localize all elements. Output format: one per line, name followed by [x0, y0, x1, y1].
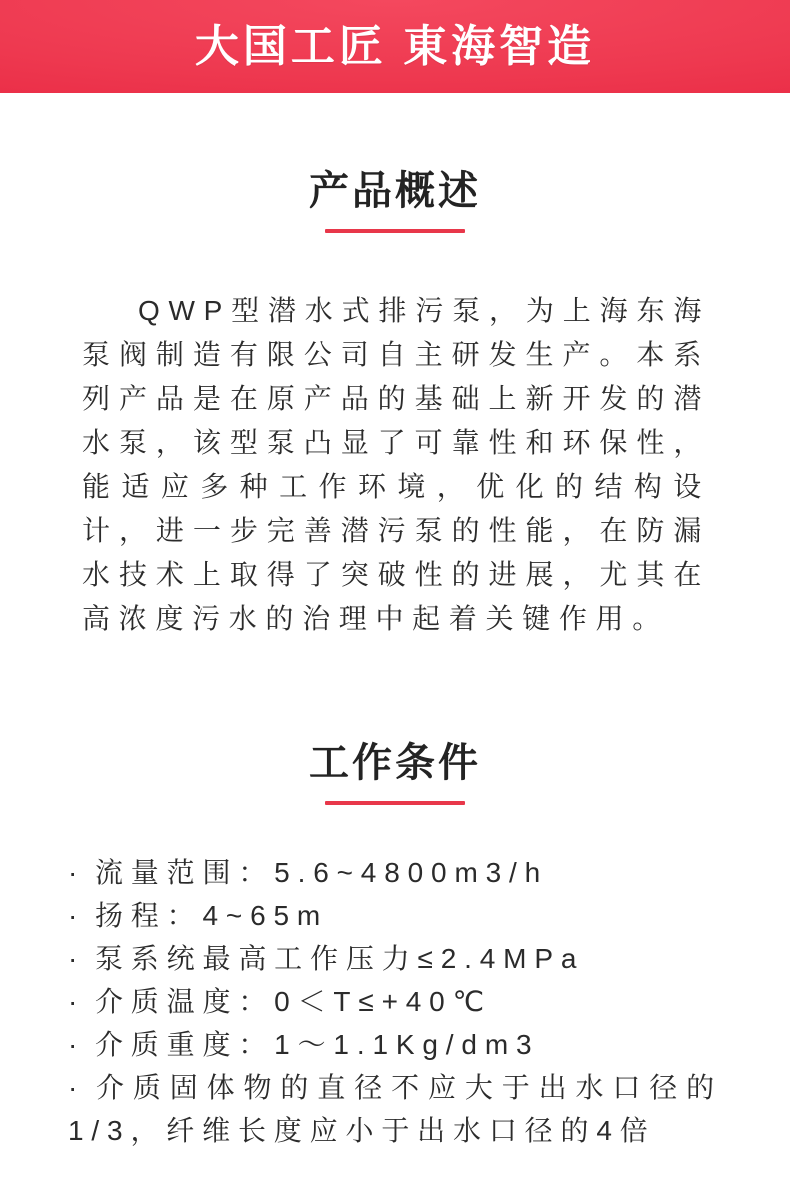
conditions-title-underline [325, 801, 465, 805]
overview-paragraph: QWP型潜水式排污泵，为上海东海泵阀制造有限公司自主研发生产。本系列产品是在原产品的基础上新开发的潜水泵，该型泵凸显了可靠性和环保性，能适应多种工作环境，优化的结构设计，进一步完善潜污泵的性能，在防漏水技术上取得了突破性的进展，尤其在高浓度污水的治理中起着关键作用。 [82, 295, 710, 634]
condition-item [68, 980, 722, 1023]
condition-text: 介质固体物的直径不应大于出水口径的1/3，纤维长度应小于出水口径的4倍 [68, 1072, 722, 1146]
condition-text: 介质温度：0＜T≤+40℃ [94, 986, 492, 1017]
bullet-dot-icon: · [68, 986, 86, 1017]
condition-text: 流量范围：5.6~4800m3/h [94, 857, 549, 888]
banner-title: 大国工匠 東海智造 [194, 21, 596, 71]
bullet-dot-icon: · [68, 1029, 86, 1060]
condition-item [68, 937, 722, 980]
condition-text: 扬程：4~65m [94, 900, 329, 931]
conditions-section-title: 工作条件 [309, 741, 481, 785]
condition-item [68, 1066, 722, 1152]
conditions-section [0, 737, 790, 805]
overview-section-title: 产品概述 [309, 169, 481, 213]
top-banner [0, 0, 790, 93]
overview-section [0, 165, 790, 233]
condition-item [68, 851, 722, 894]
bullet-dot-icon: · [68, 943, 86, 974]
conditions-list [68, 851, 722, 1152]
condition-item [68, 894, 722, 937]
condition-item [68, 1023, 722, 1066]
bullet-dot-icon: · [68, 857, 86, 888]
overview-title-underline [325, 229, 465, 233]
bullet-dot-icon: · [68, 1072, 86, 1103]
condition-text: 介质重度：1～1.1Kg/dm3 [94, 1029, 540, 1060]
condition-text: 泵系统最高工作压力≤2.4MPa [94, 943, 585, 974]
bullet-dot-icon: · [68, 900, 86, 931]
